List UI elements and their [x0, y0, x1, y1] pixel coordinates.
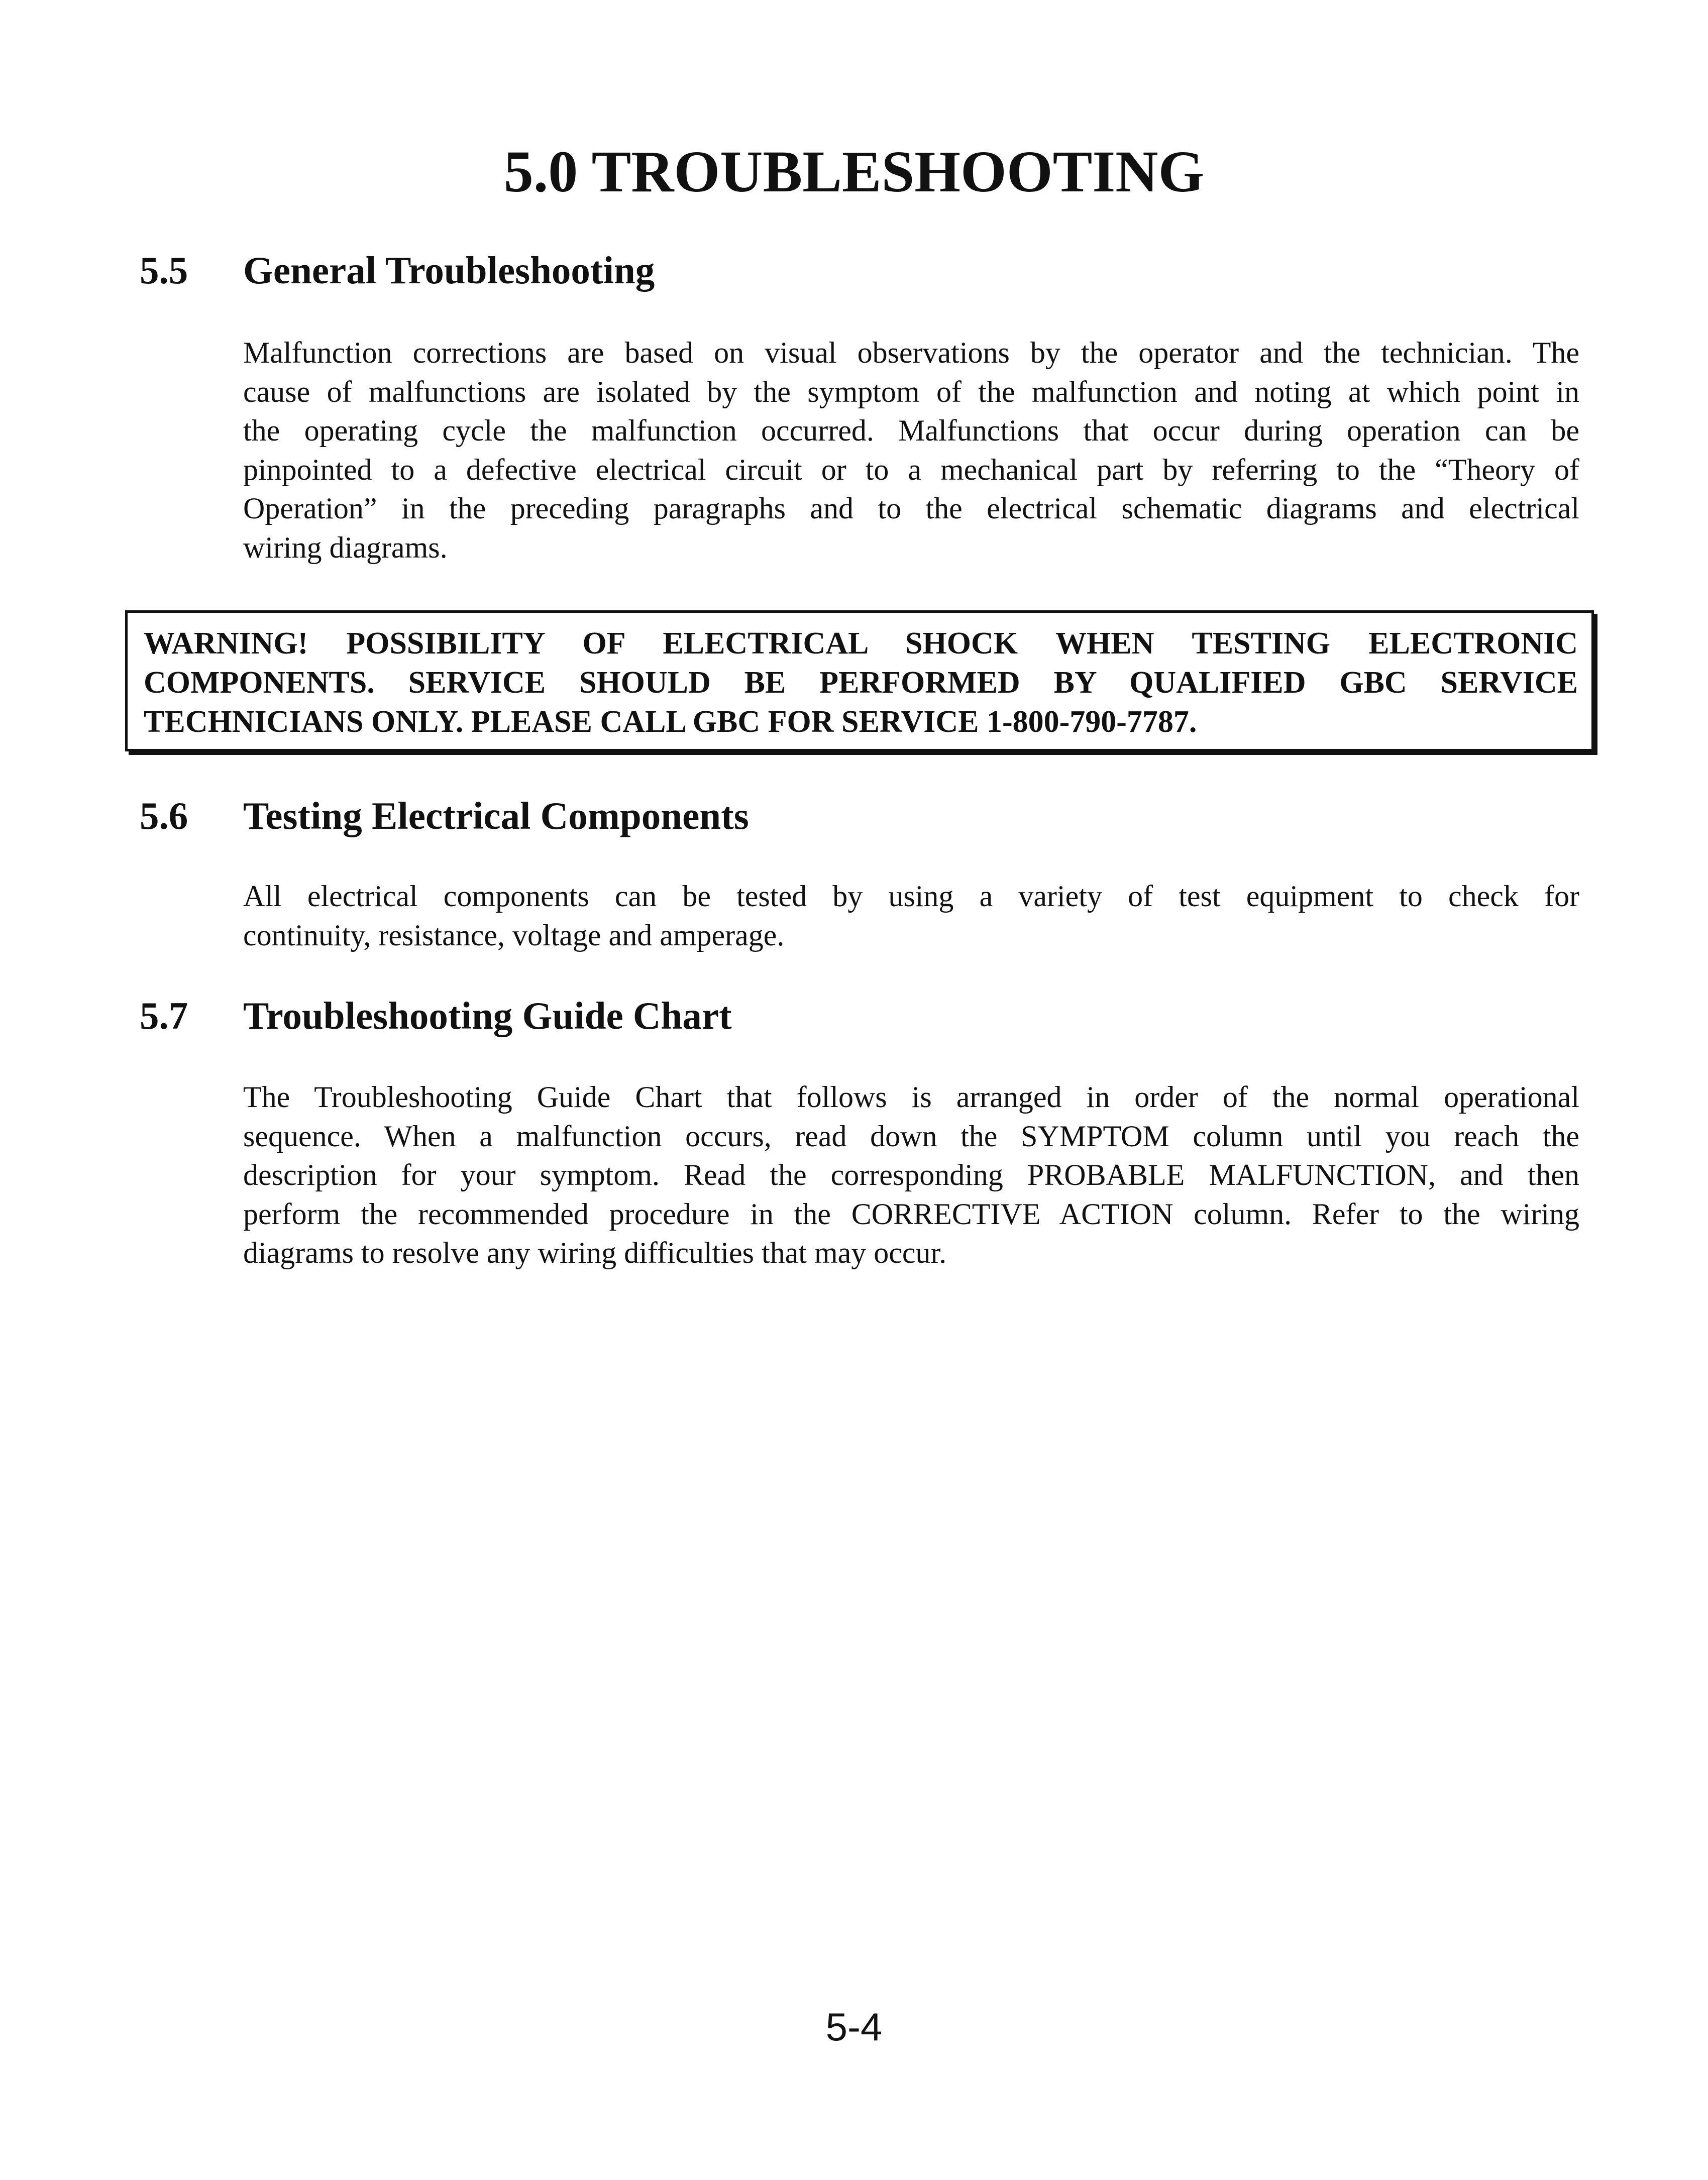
warning-text — [144, 624, 1578, 741]
paragraph-line: Malfunction corrections are based on visual observations by the operator and the technician. The — [243, 336, 1579, 369]
paragraph-line: perform the recommended procedure in the CORRECTIVE ACTION column. Refer to the wiring — [243, 1197, 1579, 1231]
section-heading-5-5 — [140, 245, 655, 295]
section-5-5-paragraph — [243, 334, 1579, 567]
section-heading-5-6 — [140, 791, 749, 841]
warning-box — [125, 610, 1594, 751]
paragraph-line: continuity, resistance, voltage and amperage. — [243, 918, 785, 952]
section-number: 5.6 — [140, 794, 188, 837]
paragraph-line: sequence. When a malfunction occurs, read down the SYMPTOM column until you reach the — [243, 1119, 1579, 1153]
section-title: General Troubleshooting — [243, 249, 655, 292]
section-5-7-paragraph — [243, 1078, 1579, 1273]
paragraph-line: wiring diagrams. — [243, 530, 448, 564]
section-heading-5-7 — [140, 991, 732, 1041]
paragraph-line: All electrical components can be tested by using a variety of test equipment to check for — [243, 880, 1579, 913]
warning-line: TECHNICIANS ONLY. PLEASE CALL GBC FOR SERVICE 1-800-790-7787. — [144, 705, 1197, 739]
paragraph-line: cause of malfunctions are isolated by the symptom of the malfunction and noting at which point in — [243, 375, 1579, 408]
section-title: Testing Electrical Components — [243, 794, 749, 837]
warning-line: WARNING! POSSIBILITY OF ELECTRICAL SHOCK WHEN TESTING ELECTRONIC — [144, 626, 1578, 661]
paragraph-line: pinpointed to a defective electrical circuit or to a mechanical part by referring to the “Theory of — [243, 453, 1579, 486]
page-title: 5.0 TROUBLESHOOTING — [503, 139, 1205, 204]
warning-line: COMPONENTS. SERVICE SHOULD BE PERFORMED BY QUALIFIED GBC SERVICE — [144, 666, 1578, 700]
paragraph-line: Operation” in the preceding paragraphs and to the electrical schematic diagrams and electrical — [243, 492, 1579, 525]
section-title: Troubleshooting Guide Chart — [243, 994, 732, 1037]
paragraph-line: The Troubleshooting Guide Chart that follows is arranged in order of the normal operational — [243, 1080, 1579, 1114]
section-number: 5.7 — [140, 994, 188, 1037]
page-number: 5-4 — [825, 2005, 883, 2049]
paragraph-line: description for your symptom. Read the corresponding PROBABLE MALFUNCTION, and then — [243, 1158, 1579, 1191]
section-5-6-paragraph — [243, 877, 1579, 955]
section-number: 5.5 — [140, 249, 188, 292]
paragraph-line: diagrams to resolve any wiring difficulties that may occur. — [243, 1236, 947, 1269]
paragraph-line: the operating cycle the malfunction occurred. Malfunctions that occur during operation can be — [243, 414, 1579, 447]
